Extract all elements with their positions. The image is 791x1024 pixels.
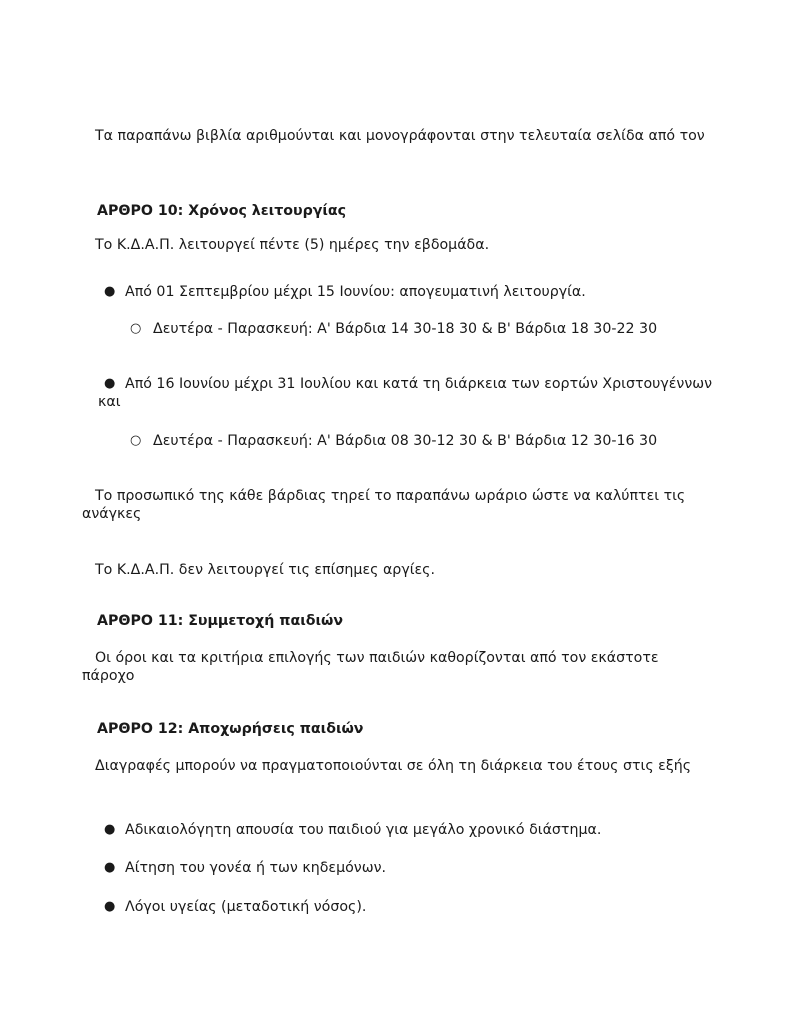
bullet-text: Αίτηση του γονέα ή των κηδεμόνων. <box>125 860 387 876</box>
bullet-marker: ● <box>104 860 116 875</box>
article-11-heading: ΑΡΘΡΟ 11: Συμμετοχή παιδιών <box>97 613 344 629</box>
intro-paragraph: Τα παραπάνω βιβλία αριθμούνται και μονογράφονται στην τελευταία σελίδα από τον <box>95 128 705 144</box>
sub-bullet-text: Δευτέρα - Παρασκευή: Α' Βάρδια 14 30-18 30 & Β' Βάρδια 18 30-22 30 <box>153 321 658 337</box>
bullet-text-line-2: και <box>98 394 121 410</box>
bullet-marker: ● <box>104 284 116 299</box>
sub-bullet-marker: ○ <box>130 433 142 448</box>
article-10-sub-bullet-1 <box>130 320 658 338</box>
article-12-bullet-1 <box>104 821 602 839</box>
bullet-text: Λόγοι υγείας (μεταδοτική νόσος). <box>125 899 367 915</box>
bullet-marker: ● <box>104 376 116 391</box>
article-10-bullet-1 <box>104 283 586 301</box>
article-10-sub-bullet-2 <box>130 432 658 450</box>
article-10-heading: ΑΡΘΡΟ 10: Χρόνος λειτουργίας <box>97 203 347 219</box>
article-12-paragraph-1: Διαγραφές μπορούν να πραγματοποιούνται σε όλη τη διάρκεια του έτους στις εξής <box>95 758 692 774</box>
article-12-heading: ΑΡΘΡΟ 12: Αποχωρήσεις παιδιών <box>97 721 364 737</box>
bullet-marker: ● <box>104 822 116 837</box>
article-10-paragraph-3: Το Κ.Δ.Α.Π. δεν λειτουργεί τις επίσημες αργίες. <box>95 562 436 578</box>
sub-bullet-marker: ○ <box>130 321 142 336</box>
bullet-marker: ● <box>104 899 116 914</box>
article-10-paragraph-2: Το προσωπικό της κάθε βάρδιας τηρεί το παραπάνω ωράριο ώστε να καλύπτει τις ανάγκες <box>82 488 686 522</box>
article-12-bullet-2 <box>104 859 387 877</box>
article-11-paragraph-1: Οι όροι και τα κριτήρια επιλογής των παιδιών καθορίζονται από τον εκάστοτε πάροχο <box>82 650 659 684</box>
article-10-paragraph-1: Το Κ.Δ.Α.Π. λειτουργεί πέντε (5) ημέρες την εβδομάδα. <box>95 237 490 253</box>
bullet-text-line-1: Από 16 Ιουνίου μέχρι 31 Ιουλίου και κατά τη διάρκεια των εορτών Χριστουγέννων <box>125 376 713 392</box>
article-10-bullet-2 <box>82 375 722 411</box>
bullet-text: Αδικαιολόγητη απουσία του παιδιού για μεγάλο χρονικό διάστημα. <box>125 822 602 838</box>
sub-bullet-text: Δευτέρα - Παρασκευή: Α' Βάρδια 08 30-12 30 & Β' Βάρδια 12 30-16 30 <box>153 433 658 449</box>
bullet-text: Από 01 Σεπτεμβρίου μέχρι 15 Ιουνίου: απογευματινή λειτουργία. <box>125 284 586 300</box>
article-12-bullet-3 <box>104 898 367 916</box>
